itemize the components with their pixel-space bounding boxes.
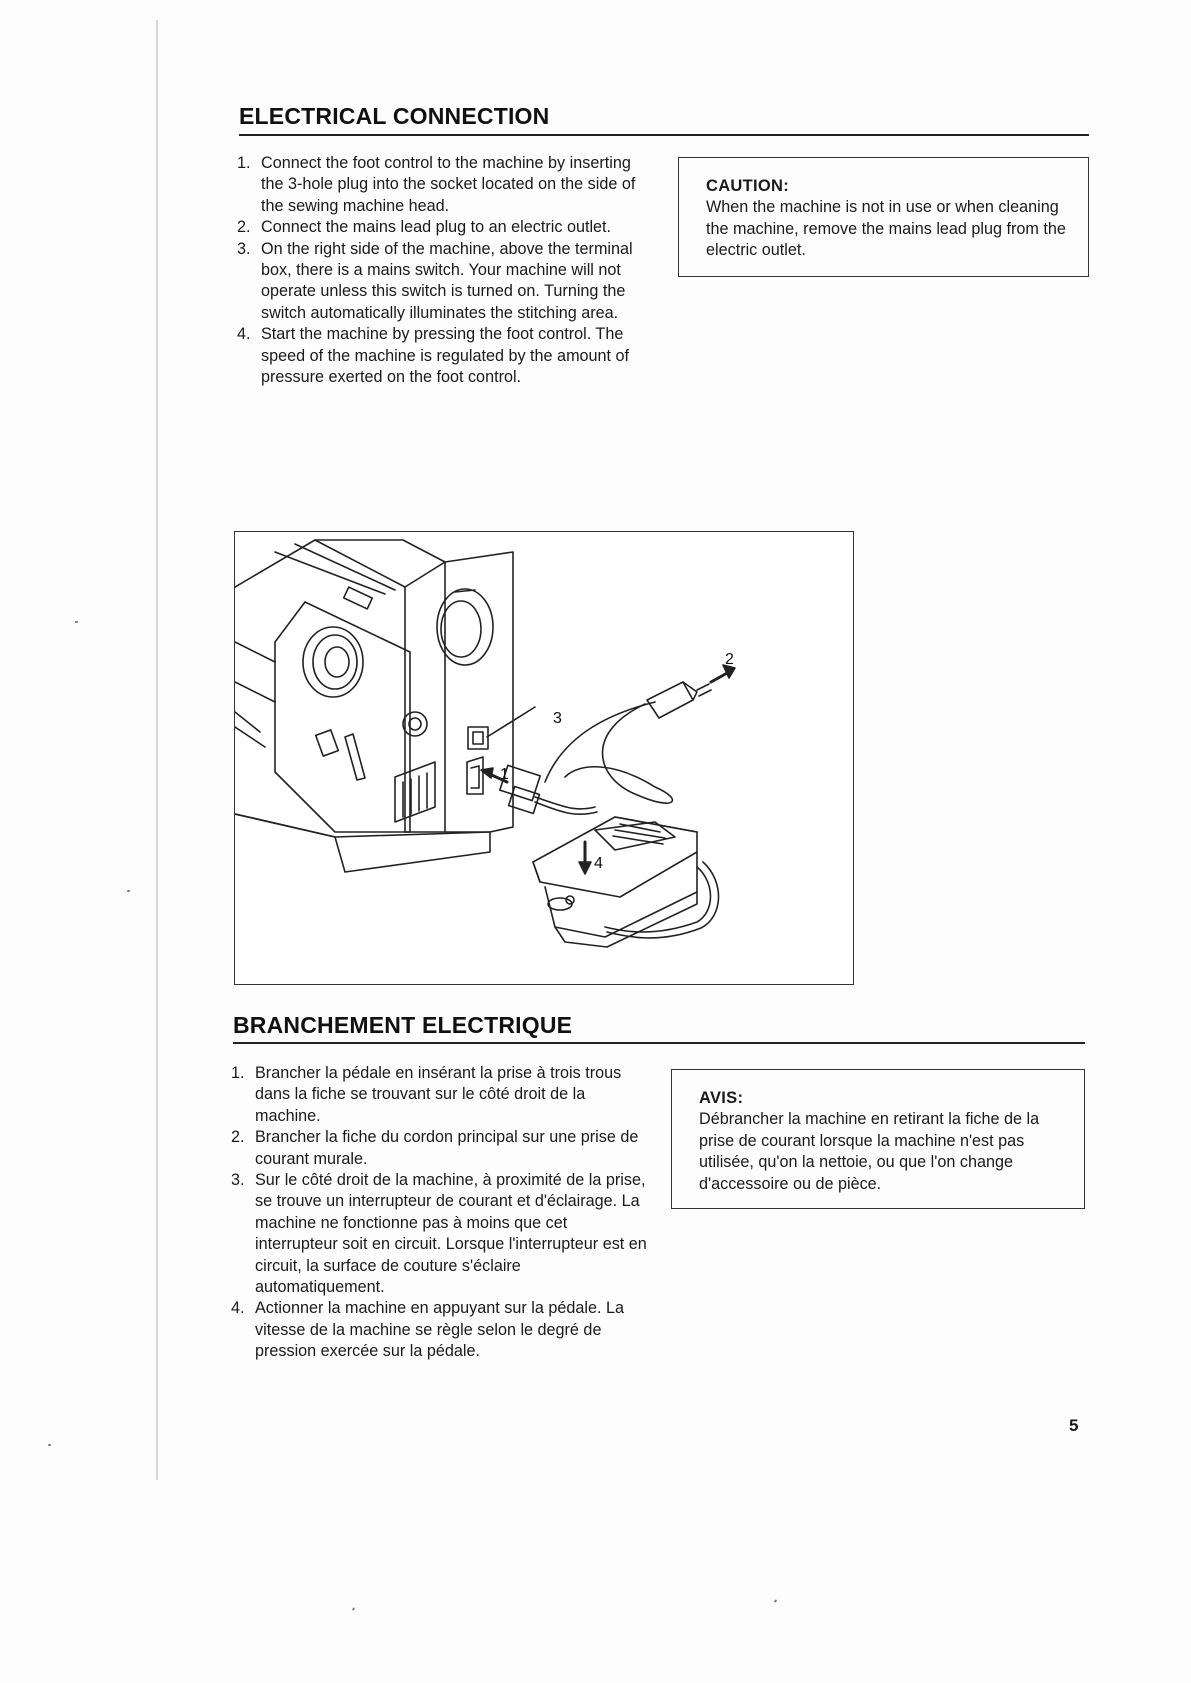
avis-box bbox=[671, 1069, 1085, 1209]
connection-diagram bbox=[234, 531, 854, 985]
caution-title: CAUTION: bbox=[706, 177, 790, 195]
binding-margin-line bbox=[156, 20, 158, 1480]
english-steps-list bbox=[237, 153, 657, 388]
list-item: 2. Connect the mains lead plug to an electric outlet. bbox=[237, 218, 612, 237]
caution-box bbox=[678, 157, 1089, 277]
list-item: 3. Sur le côté droit de la machine, à proximité de la prise, se trouve un interrupteur de courant et d'éclairage. La machine ne fonctionne pas à moins que cet interrupteur soit en circuit. Lorsque l'interrupteur est en circuit, la surface de couture s'éclaire automatiquement. bbox=[231, 1171, 647, 1297]
avis-title: AVIS: bbox=[699, 1089, 744, 1107]
page-number: 5 bbox=[1069, 1416, 1079, 1435]
list-item: 1. Connect the foot control to the machine by inserting the 3-hole plug into the socket located on the side of the sewing machine head. bbox=[237, 154, 636, 215]
scan-speck bbox=[127, 890, 130, 892]
avis-text: Débrancher la machine en retirant la fiche de la prise de courant lorsque la machine n'est pas utilisée, qu'on la nettoie, ou que l'on change d'accessoire ou de pièce. bbox=[699, 1110, 1040, 1193]
section-heading-french: BRANCHEMENT ELECTRIQUE bbox=[233, 1012, 573, 1038]
list-item: 4. Start the machine by pressing the foot control. The speed of the machine is regulated by the amount of pressure exerted on the foot control. bbox=[237, 325, 630, 387]
heading-rule bbox=[233, 1042, 1085, 1044]
scan-speck bbox=[352, 1607, 355, 1611]
scan-speck bbox=[48, 1444, 51, 1446]
list-item: 4. Actionner la machine en appuyant sur la pédale. La vitesse de la machine se règle selon le degré de pression exercée sur la pédale. bbox=[231, 1299, 624, 1361]
callout-2: 2 bbox=[725, 651, 734, 668]
caution-text: When the machine is not in use or when cleaning the machine, remove the mains lead plug from the electric outlet. bbox=[706, 198, 1066, 260]
section-heading-english: ELECTRICAL CONNECTION bbox=[239, 103, 550, 129]
callout-4: 4 bbox=[594, 855, 603, 872]
scan-speck bbox=[774, 1599, 778, 1602]
callout-3: 3 bbox=[553, 710, 562, 727]
list-item: 1. Brancher la pédale en insérant la prise à trois trous dans la fiche se trouvant sur le côté droit de la machine. bbox=[231, 1064, 622, 1125]
list-item: 3. On the right side of the machine, above the terminal box, there is a mains switch. Your machine will not operate unless this switch is turned on. Turning the switch automatically illuminates the stitching area. bbox=[237, 239, 633, 322]
sewing-machine-illustration bbox=[235, 532, 853, 984]
french-steps-list bbox=[231, 1063, 649, 1363]
scan-speck bbox=[75, 621, 78, 623]
callout-1: 1 bbox=[500, 766, 509, 783]
heading-rule bbox=[239, 134, 1089, 136]
list-item: 2. Brancher la fiche du cordon principal sur une prise de courant murale. bbox=[231, 1128, 639, 1168]
